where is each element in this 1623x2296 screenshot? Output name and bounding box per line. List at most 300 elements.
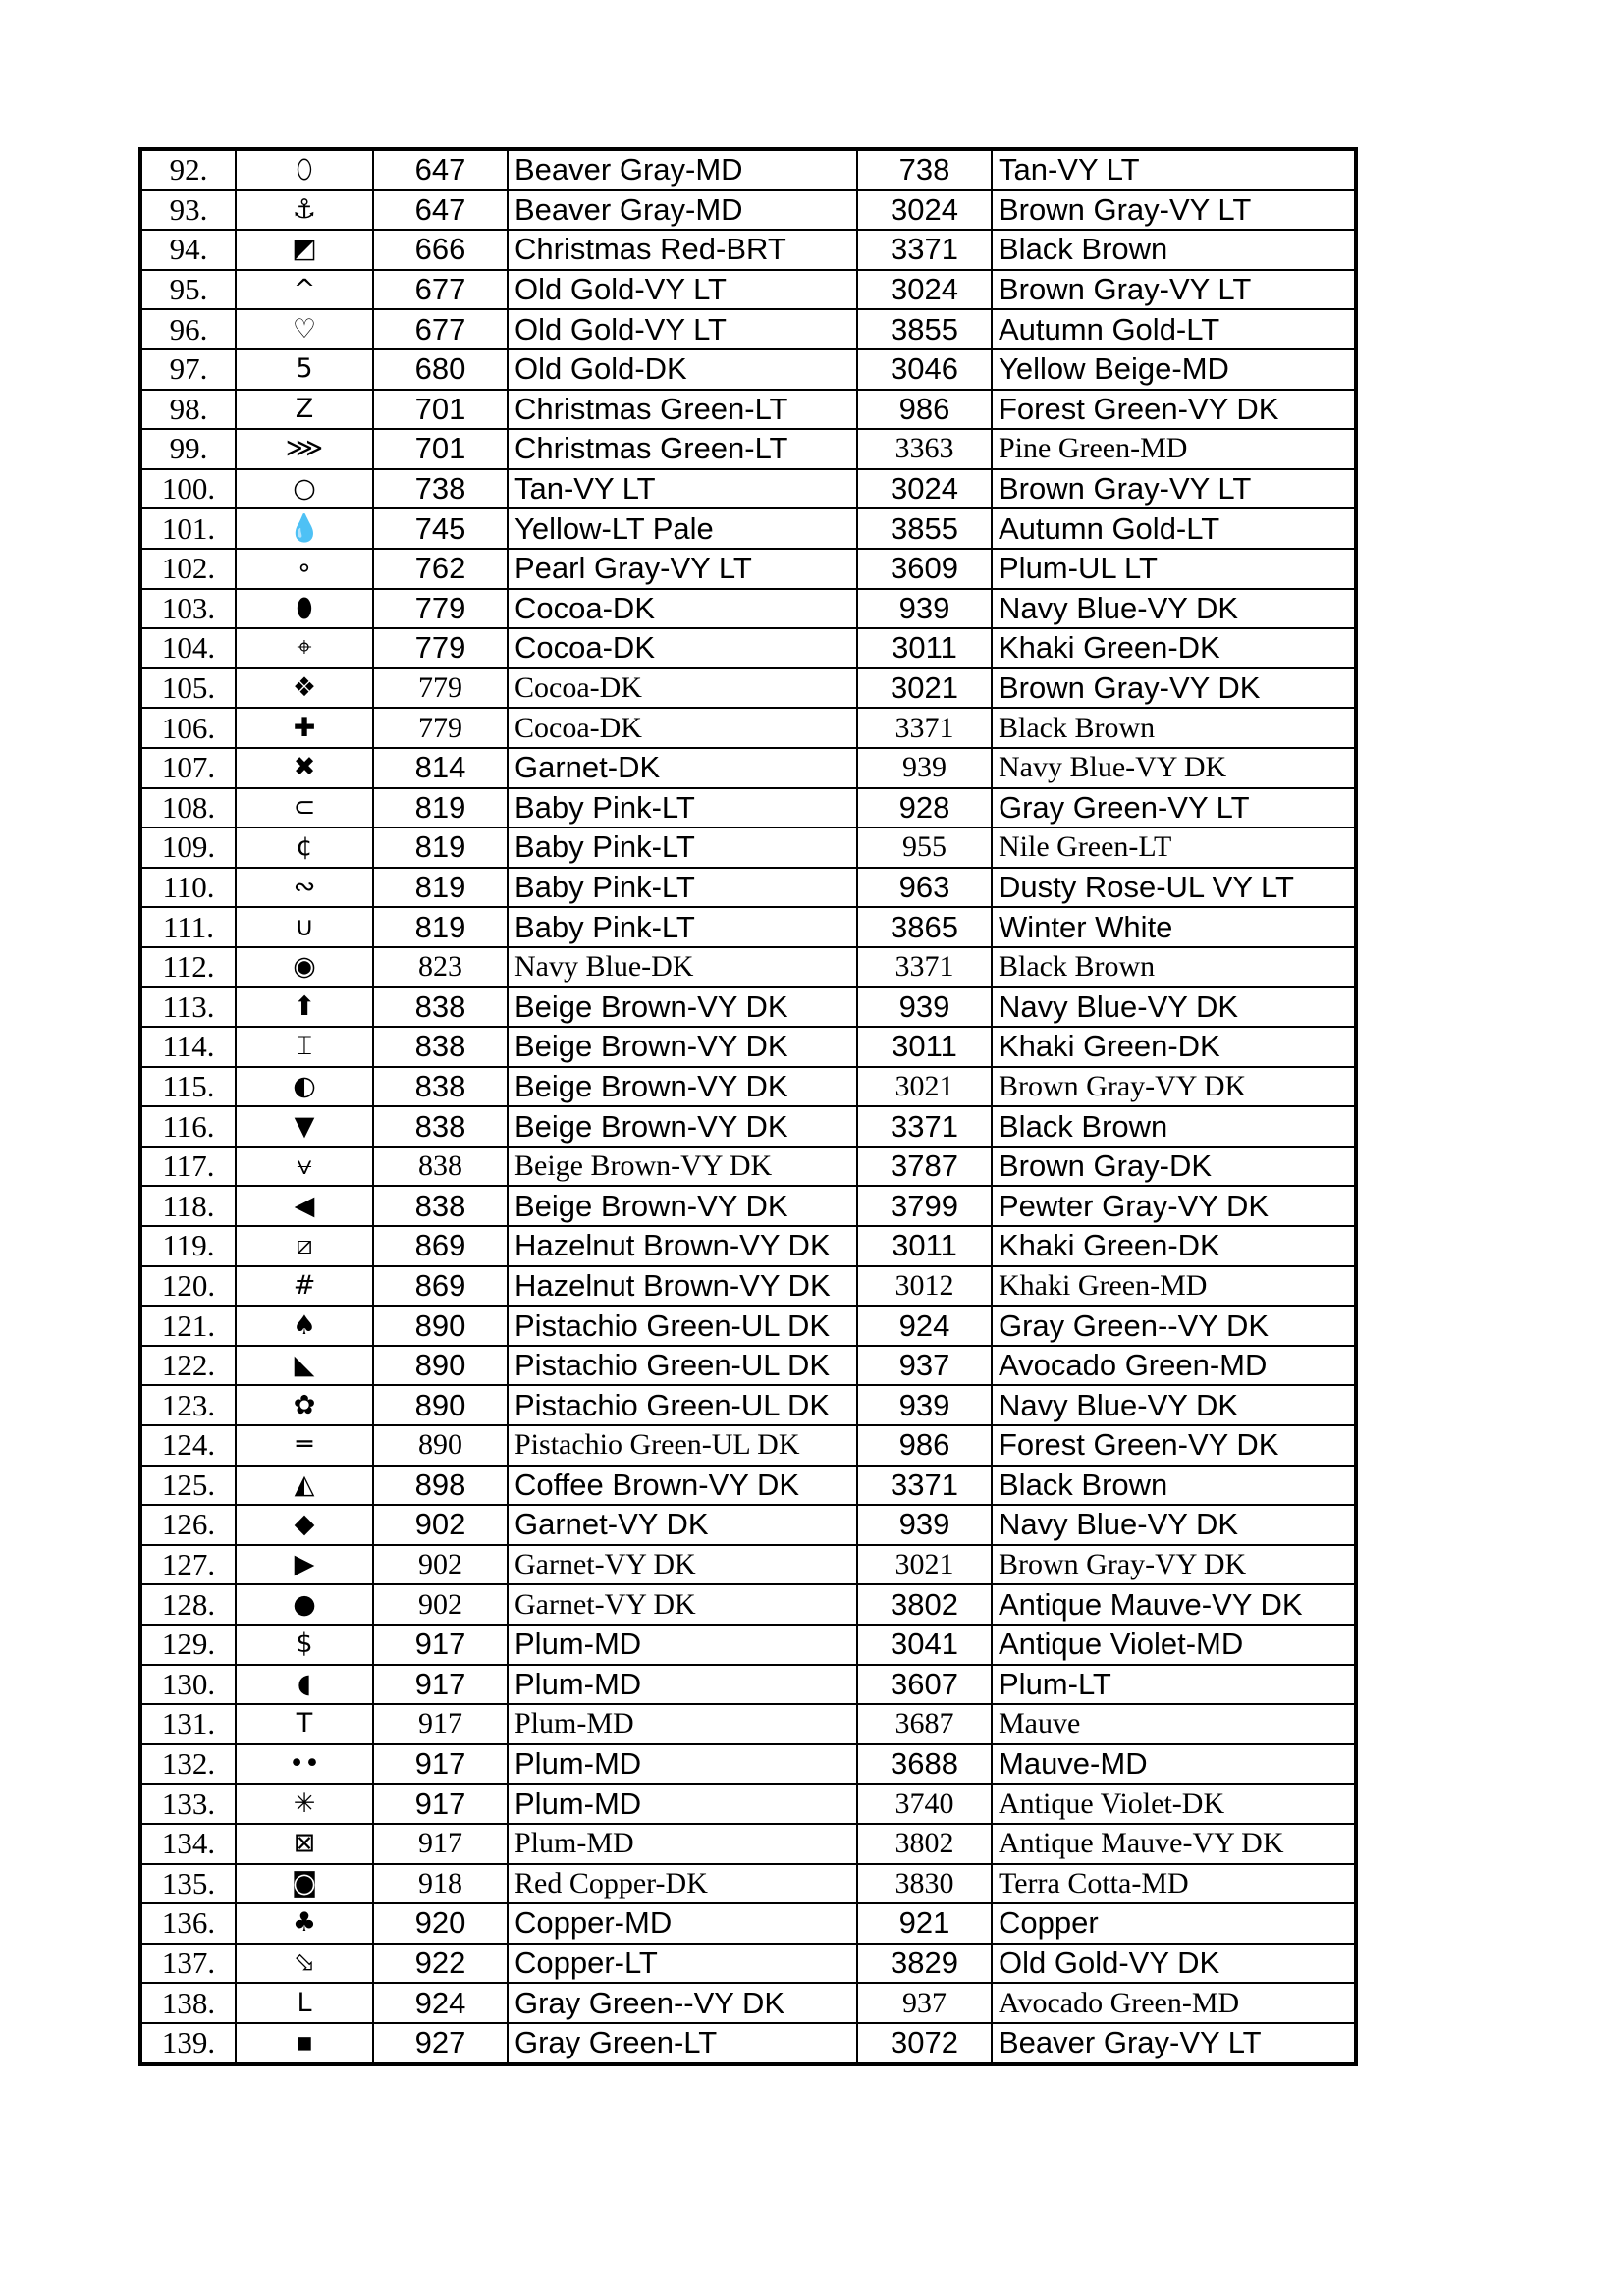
table-body — [140, 149, 1356, 2064]
row-number: 124. — [140, 1425, 236, 1466]
color-name-2: Gray Green-VY LT — [992, 788, 1356, 828]
color-name-1: Beige Brown-VY DK — [508, 1067, 857, 1107]
symbol-cell: ⬆ — [236, 987, 373, 1027]
color-code-1: 917 — [373, 1704, 508, 1744]
symbol-cell: ▼ — [236, 1106, 373, 1147]
color-code-2: 3802 — [857, 1824, 992, 1864]
color-code-2: 3830 — [857, 1864, 992, 1904]
table-row — [140, 1665, 1356, 1705]
color-name-1: Cocoa-DK — [508, 628, 857, 668]
color-code-2: 3024 — [857, 270, 992, 310]
color-code-1: 738 — [373, 469, 508, 509]
color-code-2: 939 — [857, 1385, 992, 1425]
table-row — [140, 708, 1356, 748]
color-name-2: Brown Gray-VY DK — [992, 1067, 1356, 1107]
color-name-1: Hazelnut Brown-VY DK — [508, 1226, 857, 1266]
table-row — [140, 1147, 1356, 1187]
symbol-cell: ♠ — [236, 1306, 373, 1346]
color-name-1: Gray Green--VY DK — [508, 1983, 857, 2023]
table-row — [140, 230, 1356, 270]
color-name-2: Autumn Gold-LT — [992, 508, 1356, 549]
table-row — [140, 1983, 1356, 2023]
table-row — [140, 1385, 1356, 1425]
symbol-cell: # — [236, 1266, 373, 1307]
color-name-1: Plum-MD — [508, 1744, 857, 1785]
row-number: 95. — [140, 270, 236, 310]
color-code-1: 902 — [373, 1545, 508, 1585]
row-number: 122. — [140, 1346, 236, 1386]
color-code-1: 898 — [373, 1466, 508, 1506]
color-name-1: Red Copper-DK — [508, 1864, 857, 1904]
symbol-cell: ⚓ — [236, 190, 373, 231]
color-code-2: 3024 — [857, 469, 992, 509]
color-code-2: 937 — [857, 1346, 992, 1386]
table-row — [140, 788, 1356, 828]
color-name-2: Forest Green-VY DK — [992, 390, 1356, 430]
color-code-1: 701 — [373, 390, 508, 430]
symbol-cell: ⌖ — [236, 628, 373, 668]
color-code-1: 677 — [373, 309, 508, 349]
table-row — [140, 1186, 1356, 1226]
color-name-1: Baby Pink-LT — [508, 828, 857, 868]
color-code-2: 3371 — [857, 1106, 992, 1147]
color-code-2: 921 — [857, 1903, 992, 1944]
color-code-1: 917 — [373, 1824, 508, 1864]
color-name-2: Brown Gray-VY DK — [992, 668, 1356, 709]
table-row — [140, 2023, 1356, 2064]
color-code-2: 3607 — [857, 1665, 992, 1705]
color-code-2: 3371 — [857, 947, 992, 988]
color-name-1: Beige Brown-VY DK — [508, 1147, 857, 1187]
table-row — [140, 429, 1356, 469]
row-number: 116. — [140, 1106, 236, 1147]
symbol-cell: ✚ — [236, 708, 373, 748]
color-code-2: 3371 — [857, 1466, 992, 1506]
symbol-cell: Z — [236, 390, 373, 430]
color-code-2: 3799 — [857, 1186, 992, 1226]
symbol-cell: ∘ — [236, 549, 373, 589]
color-name-1: Copper-LT — [508, 1944, 857, 1984]
color-name-2: Antique Mauve-VY DK — [992, 1824, 1356, 1864]
table-row — [140, 190, 1356, 231]
color-code-1: 762 — [373, 549, 508, 589]
color-name-1: Christmas Red-BRT — [508, 230, 857, 270]
color-code-1: 701 — [373, 429, 508, 469]
color-name-2: Copper — [992, 1903, 1356, 1944]
color-code-2: 3609 — [857, 549, 992, 589]
color-code-2: 3021 — [857, 668, 992, 709]
color-code-2: 3802 — [857, 1584, 992, 1625]
symbol-cell: ✖ — [236, 748, 373, 788]
row-number: 104. — [140, 628, 236, 668]
color-name-1: Old Gold-DK — [508, 349, 857, 390]
color-code-1: 927 — [373, 2023, 508, 2064]
symbol-cell: ● — [236, 1584, 373, 1625]
color-code-1: 838 — [373, 1027, 508, 1067]
color-code-2: 3024 — [857, 190, 992, 231]
color-name-2: Brown Gray-VY DK — [992, 1545, 1356, 1585]
symbol-cell: L — [236, 1983, 373, 2023]
color-name-1: Cocoa-DK — [508, 668, 857, 709]
table-row — [140, 349, 1356, 390]
symbol-cell: ∪ — [236, 907, 373, 947]
color-name-1: Baby Pink-LT — [508, 907, 857, 947]
row-number: 114. — [140, 1027, 236, 1067]
table-row — [140, 907, 1356, 947]
color-code-1: 917 — [373, 1625, 508, 1665]
color-code-1: 917 — [373, 1784, 508, 1824]
row-number: 133. — [140, 1784, 236, 1824]
row-number: 103. — [140, 589, 236, 629]
color-code-2: 3687 — [857, 1704, 992, 1744]
color-name-2: Black Brown — [992, 708, 1356, 748]
color-name-2: Navy Blue-VY DK — [992, 987, 1356, 1027]
color-name-2: Navy Blue-VY DK — [992, 1505, 1356, 1545]
table-row — [140, 549, 1356, 589]
color-name-2: Plum-UL LT — [992, 549, 1356, 589]
color-code-1: 838 — [373, 1186, 508, 1226]
color-code-1: 890 — [373, 1425, 508, 1466]
table-row — [140, 1784, 1356, 1824]
table-row — [140, 1744, 1356, 1785]
color-name-1: Baby Pink-LT — [508, 868, 857, 908]
symbol-cell: 5 — [236, 349, 373, 390]
symbol-cell: ⬯ — [236, 149, 373, 190]
color-code-2: 3012 — [857, 1266, 992, 1307]
color-code-1: 838 — [373, 1147, 508, 1187]
table-row — [140, 1226, 1356, 1266]
color-name-2: Avocado Green-MD — [992, 1983, 1356, 2023]
color-name-1: Pistachio Green-UL DK — [508, 1425, 857, 1466]
row-number: 113. — [140, 987, 236, 1027]
color-name-2: Black Brown — [992, 1106, 1356, 1147]
color-name-1: Hazelnut Brown-VY DK — [508, 1266, 857, 1307]
symbol-cell: ◭ — [236, 1466, 373, 1506]
row-number: 120. — [140, 1266, 236, 1307]
color-name-2: Black Brown — [992, 947, 1356, 988]
table-row — [140, 1864, 1356, 1904]
color-code-1: 677 — [373, 270, 508, 310]
color-name-2: Khaki Green-DK — [992, 1027, 1356, 1067]
color-code-2: 3046 — [857, 349, 992, 390]
table-row — [140, 828, 1356, 868]
color-name-1: Pistachio Green-UL DK — [508, 1306, 857, 1346]
color-name-2: Avocado Green-MD — [992, 1346, 1356, 1386]
color-code-1: 902 — [373, 1505, 508, 1545]
color-code-2: 3787 — [857, 1147, 992, 1187]
color-code-2: 3865 — [857, 907, 992, 947]
color-code-1: 779 — [373, 708, 508, 748]
color-code-2: 963 — [857, 868, 992, 908]
symbol-cell: ⬮ — [236, 589, 373, 629]
row-number: 100. — [140, 469, 236, 509]
symbol-cell: ♡ — [236, 309, 373, 349]
color-name-2: Winter White — [992, 907, 1356, 947]
table-row — [140, 1466, 1356, 1506]
color-name-1: Old Gold-VY LT — [508, 270, 857, 310]
symbol-cell: ◖ — [236, 1665, 373, 1705]
color-code-1: 838 — [373, 987, 508, 1027]
color-code-1: 819 — [373, 907, 508, 947]
table-row — [140, 1106, 1356, 1147]
color-name-1: Beaver Gray-MD — [508, 190, 857, 231]
color-code-1: 920 — [373, 1903, 508, 1944]
color-code-2: 3855 — [857, 309, 992, 349]
table-row — [140, 1346, 1356, 1386]
color-name-1: Plum-MD — [508, 1665, 857, 1705]
color-name-2: Antique Violet-DK — [992, 1784, 1356, 1824]
color-name-2: Mauve — [992, 1704, 1356, 1744]
color-code-1: 680 — [373, 349, 508, 390]
color-code-1: 924 — [373, 1983, 508, 2023]
color-name-1: Gray Green-LT — [508, 2023, 857, 2064]
symbol-cell: ⧄ — [236, 1226, 373, 1266]
row-number: 97. — [140, 349, 236, 390]
row-number: 102. — [140, 549, 236, 589]
color-code-2: 3371 — [857, 230, 992, 270]
row-number: 105. — [140, 668, 236, 709]
color-name-1: Copper-MD — [508, 1903, 857, 1944]
row-number: 128. — [140, 1584, 236, 1625]
symbol-cell: ◙ — [236, 1864, 373, 1904]
color-code-1: 917 — [373, 1744, 508, 1785]
color-code-2: 3688 — [857, 1744, 992, 1785]
table-row — [140, 1545, 1356, 1585]
color-code-1: 917 — [373, 1665, 508, 1705]
table-row — [140, 1306, 1356, 1346]
symbol-cell: ✿ — [236, 1385, 373, 1425]
table-row — [140, 1625, 1356, 1665]
color-code-1: 745 — [373, 508, 508, 549]
color-name-2: Brown Gray-VY LT — [992, 190, 1356, 231]
row-number: 94. — [140, 230, 236, 270]
symbol-cell: ⩝ — [236, 1147, 373, 1187]
row-number: 125. — [140, 1466, 236, 1506]
table-row — [140, 270, 1356, 310]
color-code-2: 939 — [857, 589, 992, 629]
table-row — [140, 947, 1356, 988]
color-name-2: Brown Gray-VY LT — [992, 270, 1356, 310]
row-number: 130. — [140, 1665, 236, 1705]
symbol-cell: $ — [236, 1625, 373, 1665]
color-code-1: 869 — [373, 1226, 508, 1266]
color-code-1: 890 — [373, 1346, 508, 1386]
table-row — [140, 508, 1356, 549]
color-code-1: 779 — [373, 668, 508, 709]
symbol-cell: ◐ — [236, 1067, 373, 1107]
color-name-1: Yellow-LT Pale — [508, 508, 857, 549]
color-code-2: 939 — [857, 748, 992, 788]
color-name-2: Black Brown — [992, 1466, 1356, 1506]
color-name-2: Nile Green-LT — [992, 828, 1356, 868]
color-name-2: Antique Violet-MD — [992, 1625, 1356, 1665]
table-row — [140, 1584, 1356, 1625]
color-name-2: Terra Cotta-MD — [992, 1864, 1356, 1904]
color-code-1: 838 — [373, 1067, 508, 1107]
row-number: 117. — [140, 1147, 236, 1187]
table-row — [140, 868, 1356, 908]
symbol-cell: ◆ — [236, 1505, 373, 1545]
symbol-cell: ¢ — [236, 828, 373, 868]
color-name-1: Christmas Green-LT — [508, 390, 857, 430]
symbol-cell: ⊠ — [236, 1824, 373, 1864]
table-row — [140, 668, 1356, 709]
color-code-2: 3371 — [857, 708, 992, 748]
color-name-1: Christmas Green-LT — [508, 429, 857, 469]
color-name-2: Khaki Green-MD — [992, 1266, 1356, 1307]
color-name-1: Garnet-VY DK — [508, 1545, 857, 1585]
color-name-1: Beige Brown-VY DK — [508, 1186, 857, 1226]
color-name-2: Khaki Green-DK — [992, 628, 1356, 668]
color-name-1: Plum-MD — [508, 1625, 857, 1665]
color-name-2: Khaki Green-DK — [992, 1226, 1356, 1266]
color-code-1: 838 — [373, 1106, 508, 1147]
color-name-2: Dusty Rose-UL VY LT — [992, 868, 1356, 908]
color-name-2: Antique Mauve-VY DK — [992, 1584, 1356, 1625]
color-name-1: Pistachio Green-UL DK — [508, 1346, 857, 1386]
color-code-1: 814 — [373, 748, 508, 788]
color-name-2: Plum-LT — [992, 1665, 1356, 1705]
symbol-cell: ◀ — [236, 1186, 373, 1226]
table-row — [140, 1944, 1356, 1984]
row-number: 92. — [140, 149, 236, 190]
color-name-1: Beaver Gray-MD — [508, 149, 857, 190]
symbol-cell: ⌶ — [236, 1027, 373, 1067]
table-row — [140, 1067, 1356, 1107]
color-code-1: 902 — [373, 1584, 508, 1625]
color-name-2: Navy Blue-VY DK — [992, 748, 1356, 788]
color-code-2: 3011 — [857, 1226, 992, 1266]
symbol-cell: ◣ — [236, 1346, 373, 1386]
row-number: 96. — [140, 309, 236, 349]
color-name-2: Forest Green-VY DK — [992, 1425, 1356, 1466]
table-row — [140, 1027, 1356, 1067]
color-name-2: Pewter Gray-VY DK — [992, 1186, 1356, 1226]
color-name-2: Brown Gray-DK — [992, 1147, 1356, 1187]
color-name-1: Pearl Gray-VY LT — [508, 549, 857, 589]
color-code-1: 890 — [373, 1306, 508, 1346]
symbol-cell: ═ — [236, 1425, 373, 1466]
symbol-color-table — [138, 147, 1358, 2066]
color-code-1: 890 — [373, 1385, 508, 1425]
color-code-2: 928 — [857, 788, 992, 828]
color-code-1: 922 — [373, 1944, 508, 1984]
row-number: 126. — [140, 1505, 236, 1545]
row-number: 99. — [140, 429, 236, 469]
color-name-1: Coffee Brown-VY DK — [508, 1466, 857, 1506]
table-row — [140, 1704, 1356, 1744]
color-code-2: 3072 — [857, 2023, 992, 2064]
color-name-1: Baby Pink-LT — [508, 788, 857, 828]
row-number: 111. — [140, 907, 236, 947]
symbol-cell: ⋙ — [236, 429, 373, 469]
color-name-2: Pine Green-MD — [992, 429, 1356, 469]
row-number: 93. — [140, 190, 236, 231]
color-code-2: 3363 — [857, 429, 992, 469]
color-code-2: 738 — [857, 149, 992, 190]
row-number: 119. — [140, 1226, 236, 1266]
color-name-2: Autumn Gold-LT — [992, 309, 1356, 349]
row-number: 123. — [140, 1385, 236, 1425]
color-name-1: Garnet-VY DK — [508, 1505, 857, 1545]
color-name-1: Beige Brown-VY DK — [508, 987, 857, 1027]
color-code-1: 647 — [373, 149, 508, 190]
color-code-2: 3021 — [857, 1067, 992, 1107]
row-number: 138. — [140, 1983, 236, 2023]
color-code-1: 819 — [373, 788, 508, 828]
color-code-2: 3041 — [857, 1625, 992, 1665]
color-name-1: Plum-MD — [508, 1824, 857, 1864]
row-number: 118. — [140, 1186, 236, 1226]
color-name-1: Tan-VY LT — [508, 469, 857, 509]
color-name-1: Old Gold-VY LT — [508, 309, 857, 349]
row-number: 101. — [140, 508, 236, 549]
color-code-2: 3740 — [857, 1784, 992, 1824]
symbol-cell: ⬂ — [236, 1944, 373, 1984]
color-code-1: 823 — [373, 947, 508, 988]
color-code-2: 3855 — [857, 508, 992, 549]
row-number: 121. — [140, 1306, 236, 1346]
color-name-2: Beaver Gray-VY LT — [992, 2023, 1356, 2064]
row-number: 108. — [140, 788, 236, 828]
color-name-2: Navy Blue-VY DK — [992, 589, 1356, 629]
table-row — [140, 628, 1356, 668]
row-number: 135. — [140, 1864, 236, 1904]
color-name-1: Plum-MD — [508, 1704, 857, 1744]
color-name-1: Plum-MD — [508, 1784, 857, 1824]
symbol-cell: ▶ — [236, 1545, 373, 1585]
row-number: 112. — [140, 947, 236, 988]
color-code-1: 647 — [373, 190, 508, 231]
table-row — [140, 149, 1356, 190]
row-number: 109. — [140, 828, 236, 868]
table-row — [140, 748, 1356, 788]
color-name-2: Brown Gray-VY LT — [992, 469, 1356, 509]
table-row — [140, 987, 1356, 1027]
row-number: 115. — [140, 1067, 236, 1107]
color-name-1: Garnet-DK — [508, 748, 857, 788]
table-row — [140, 1903, 1356, 1944]
row-number: 129. — [140, 1625, 236, 1665]
table-row — [140, 469, 1356, 509]
symbol-cell: ∾ — [236, 868, 373, 908]
color-code-2: 986 — [857, 390, 992, 430]
table-row — [140, 1266, 1356, 1307]
symbol-cell: ♣ — [236, 1903, 373, 1944]
color-code-2: 937 — [857, 1983, 992, 2023]
row-number: 139. — [140, 2023, 236, 2064]
table-row — [140, 589, 1356, 629]
symbol-cell: ◩ — [236, 230, 373, 270]
color-name-2: Yellow Beige-MD — [992, 349, 1356, 390]
color-code-2: 939 — [857, 1505, 992, 1545]
color-name-1: Cocoa-DK — [508, 708, 857, 748]
color-code-2: 924 — [857, 1306, 992, 1346]
color-code-2: 3829 — [857, 1944, 992, 1984]
color-name-2: Old Gold-VY DK — [992, 1944, 1356, 1984]
row-number: 131. — [140, 1704, 236, 1744]
symbol-cell: ✳ — [236, 1784, 373, 1824]
color-code-2: 3011 — [857, 628, 992, 668]
color-code-1: 779 — [373, 628, 508, 668]
color-name-2: Gray Green--VY DK — [992, 1306, 1356, 1346]
color-name-2: Mauve-MD — [992, 1744, 1356, 1785]
color-name-1: Garnet-VY DK — [508, 1584, 857, 1625]
row-number: 110. — [140, 868, 236, 908]
symbol-cell: ◉ — [236, 947, 373, 988]
color-code-2: 3021 — [857, 1545, 992, 1585]
color-code-1: 869 — [373, 1266, 508, 1307]
